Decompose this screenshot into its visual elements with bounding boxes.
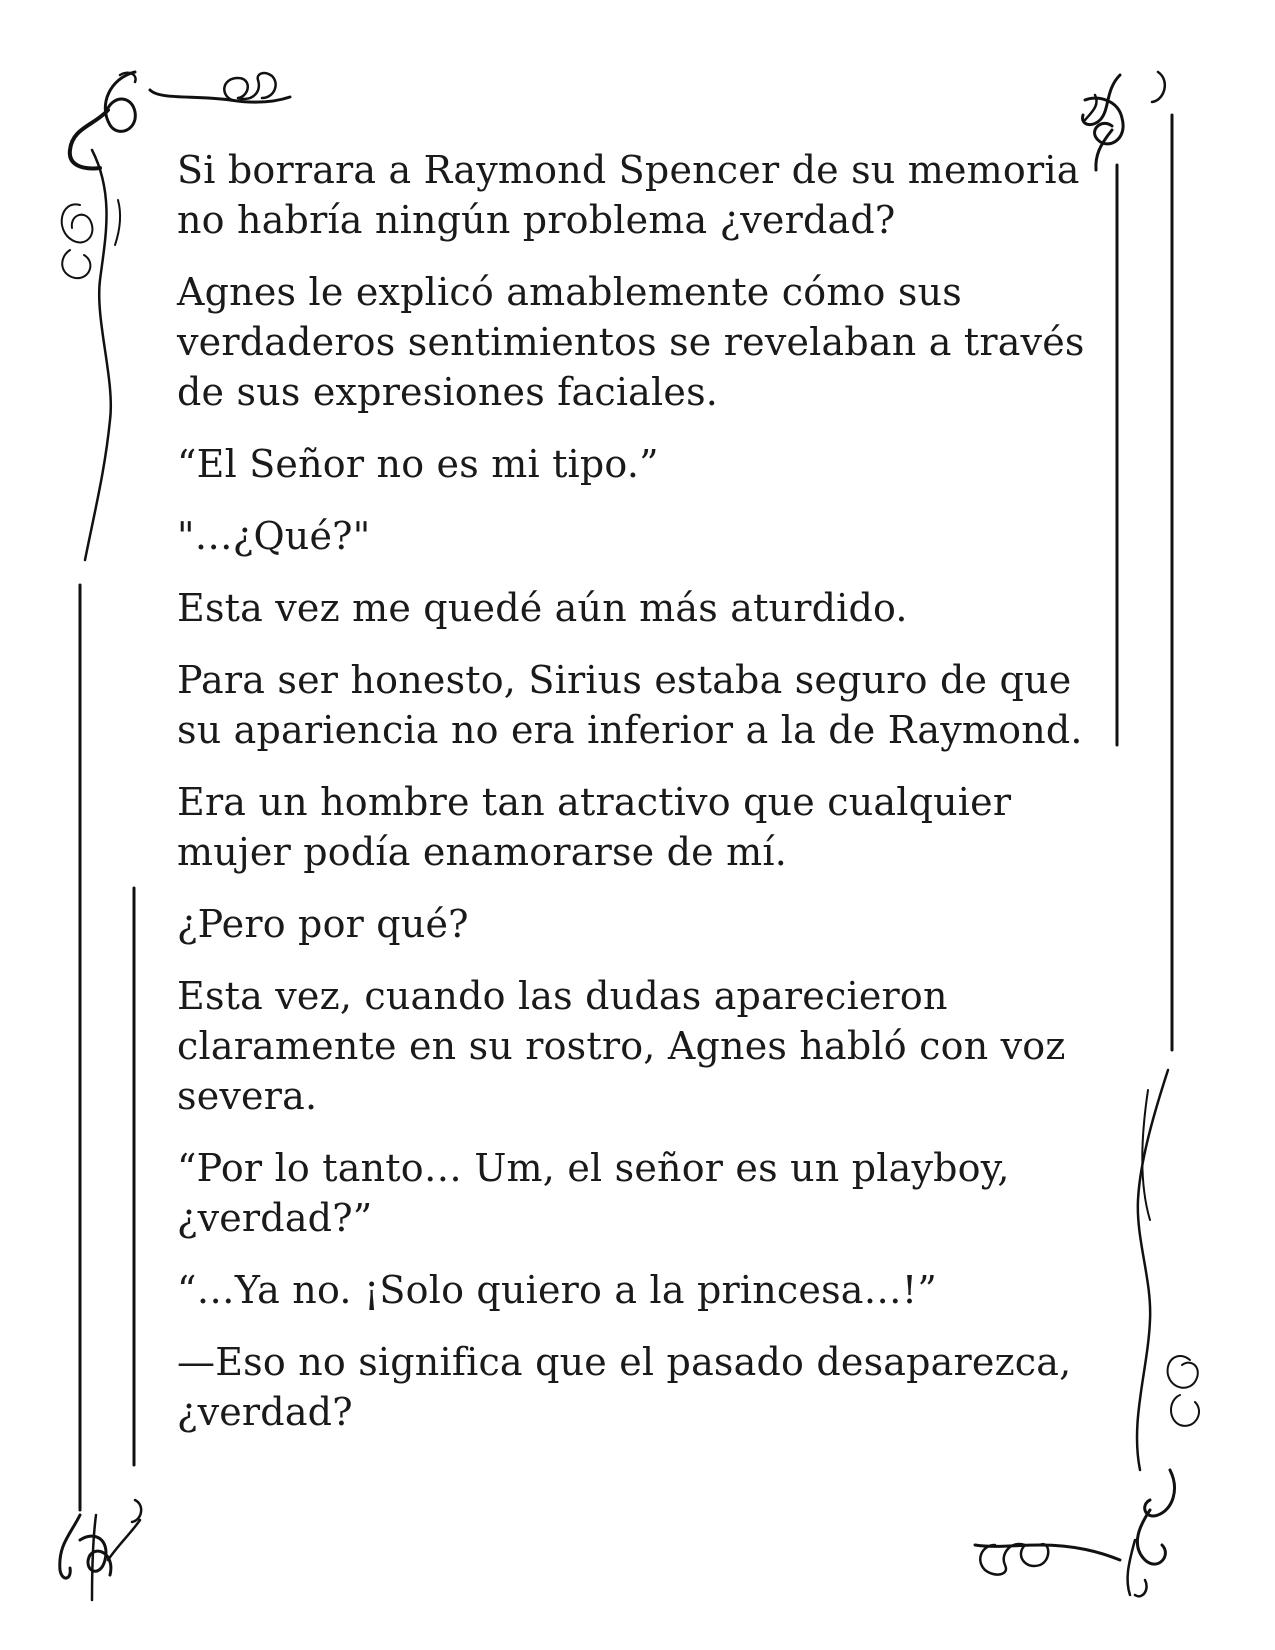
flourish-bottom-left xyxy=(60,1500,141,1600)
text-body xyxy=(177,145,1107,1459)
paragraph: Agnes le explicó amablemente cómo sus verdaderos sentimientos se revelaban a través de sus expresiones faciales. xyxy=(177,270,1085,414)
paragraph: Para ser honesto, Sirius estaba seguro de que su apariencia no era inferior a la de Raymond. xyxy=(177,658,1083,752)
paragraph: Era un hombre tan atractivo que cualquier mujer podía enamorarse de mí. xyxy=(177,780,1012,874)
paragraph: Esta vez me quedé aún más aturdido. xyxy=(177,586,908,630)
paragraph: “Por lo tanto… Um, el señor es un playboy, ¿verdad?” xyxy=(177,1146,1010,1240)
paragraph: —Eso no significa que el pasado desaparezca, ¿verdad? xyxy=(177,1340,1072,1434)
paragraph: Esta vez, cuando las dudas aparecieron claramente en su rostro, Agnes habló con voz severa. xyxy=(177,974,1066,1118)
paragraph: Si borrara a Raymond Spencer de su memoria no habría ningún problema ¿verdad? xyxy=(177,148,1080,242)
paragraph: "…¿Qué?" xyxy=(177,514,371,558)
paragraph: ¿Pero por qué? xyxy=(177,902,469,946)
paragraph: “…Ya no. ¡Solo quiero a la princesa…!” xyxy=(177,1268,937,1312)
paragraph: “El Señor no es mi tipo.” xyxy=(177,442,659,486)
